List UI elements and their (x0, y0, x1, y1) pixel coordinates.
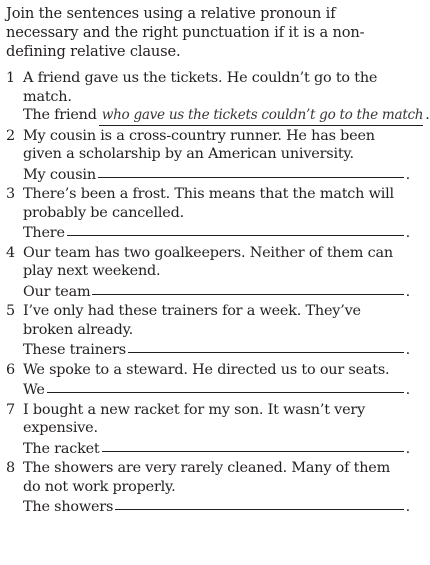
answer-lead: There (23, 225, 65, 241)
item-body (23, 361, 410, 400)
exercise-item-1 (6, 69, 430, 126)
answer-field[interactable]: who gave us the tickets couldn’t go to the match (99, 106, 424, 126)
answer-line (23, 222, 410, 243)
item-body (23, 69, 430, 126)
answer-period: . (405, 225, 410, 241)
answer-lead: We (23, 382, 45, 398)
item-body (23, 459, 410, 517)
item-body (23, 185, 410, 243)
answer-lead: Our team (23, 283, 91, 300)
answer-period: . (405, 283, 410, 300)
answer-lead: These trainers (23, 342, 126, 358)
exercise-instructions: Join the sentences using a relative pronoun if necessary and the right punctuation if it is a non-defining relative clause. (6, 5, 365, 60)
answer-period: . (405, 166, 410, 183)
answer-field[interactable] (92, 280, 403, 295)
item-sentence: A friend gave us the tickets. He couldn’t go to the match. (23, 70, 378, 105)
answer-period: . (405, 342, 410, 358)
exercise-item-7 (6, 401, 410, 459)
exercise-item-5 (6, 302, 410, 360)
answer-field[interactable] (47, 378, 404, 393)
item-sentence: The showers are very rarely cleaned. Many of them do not work properly. (23, 460, 391, 495)
answer-line (23, 281, 410, 302)
exercise-item-8 (6, 459, 410, 517)
item-body (23, 127, 410, 185)
item-body (23, 401, 410, 459)
item-sentence: There’s been a frost. This means that the match will probably be cancelled. (23, 186, 394, 221)
answer-lead: The showers (23, 499, 114, 515)
item-number: 4 (6, 244, 15, 261)
answer-line (23, 379, 410, 400)
item-sentence: I bought a new racket for my son. It wasn’t very expensive. (23, 401, 366, 436)
answer-field[interactable] (115, 495, 403, 510)
answer-field[interactable] (67, 221, 404, 236)
item-sentence: I’ve only had these trainers for a week. They’ve broken already. (23, 303, 361, 338)
answer-line (23, 164, 410, 185)
answer-lead: The racket (23, 440, 100, 457)
answer-field[interactable] (102, 437, 404, 452)
item-body (23, 244, 410, 302)
exercise-item-6 (6, 361, 410, 400)
answer-line (23, 438, 410, 459)
item-number: 2 (6, 127, 15, 144)
exercise-item-3 (6, 185, 410, 243)
item-number: 8 (6, 460, 15, 476)
answer-field[interactable] (98, 163, 404, 178)
item-number: 7 (6, 401, 15, 418)
exercise-list (6, 69, 430, 517)
item-sentence: My cousin is a cross-country runner. He has been given a scholarship by an American university. (23, 127, 375, 162)
item-number: 6 (6, 361, 15, 378)
item-body (23, 302, 410, 360)
item-number: 1 (6, 70, 15, 86)
answer-period: . (405, 440, 410, 457)
exercise-item-4 (6, 244, 410, 302)
answer-period: . (425, 107, 430, 123)
answer-lead: The friend (23, 107, 97, 123)
item-number: 3 (6, 186, 15, 202)
answer-line (23, 496, 410, 517)
answer-period: . (405, 382, 410, 398)
answer-period: . (405, 499, 410, 515)
item-number: 5 (6, 303, 15, 319)
exercise-item-2 (6, 127, 410, 185)
answer-lead: My cousin (23, 166, 96, 183)
item-sentence: Our team has two goalkeepers. Neither of them can play next weekend. (23, 244, 393, 279)
answer-field[interactable] (128, 338, 404, 353)
answer-line (23, 339, 410, 360)
answer-line (23, 106, 430, 126)
item-sentence: We spoke to a steward. He directed us to our seats. (23, 361, 390, 378)
